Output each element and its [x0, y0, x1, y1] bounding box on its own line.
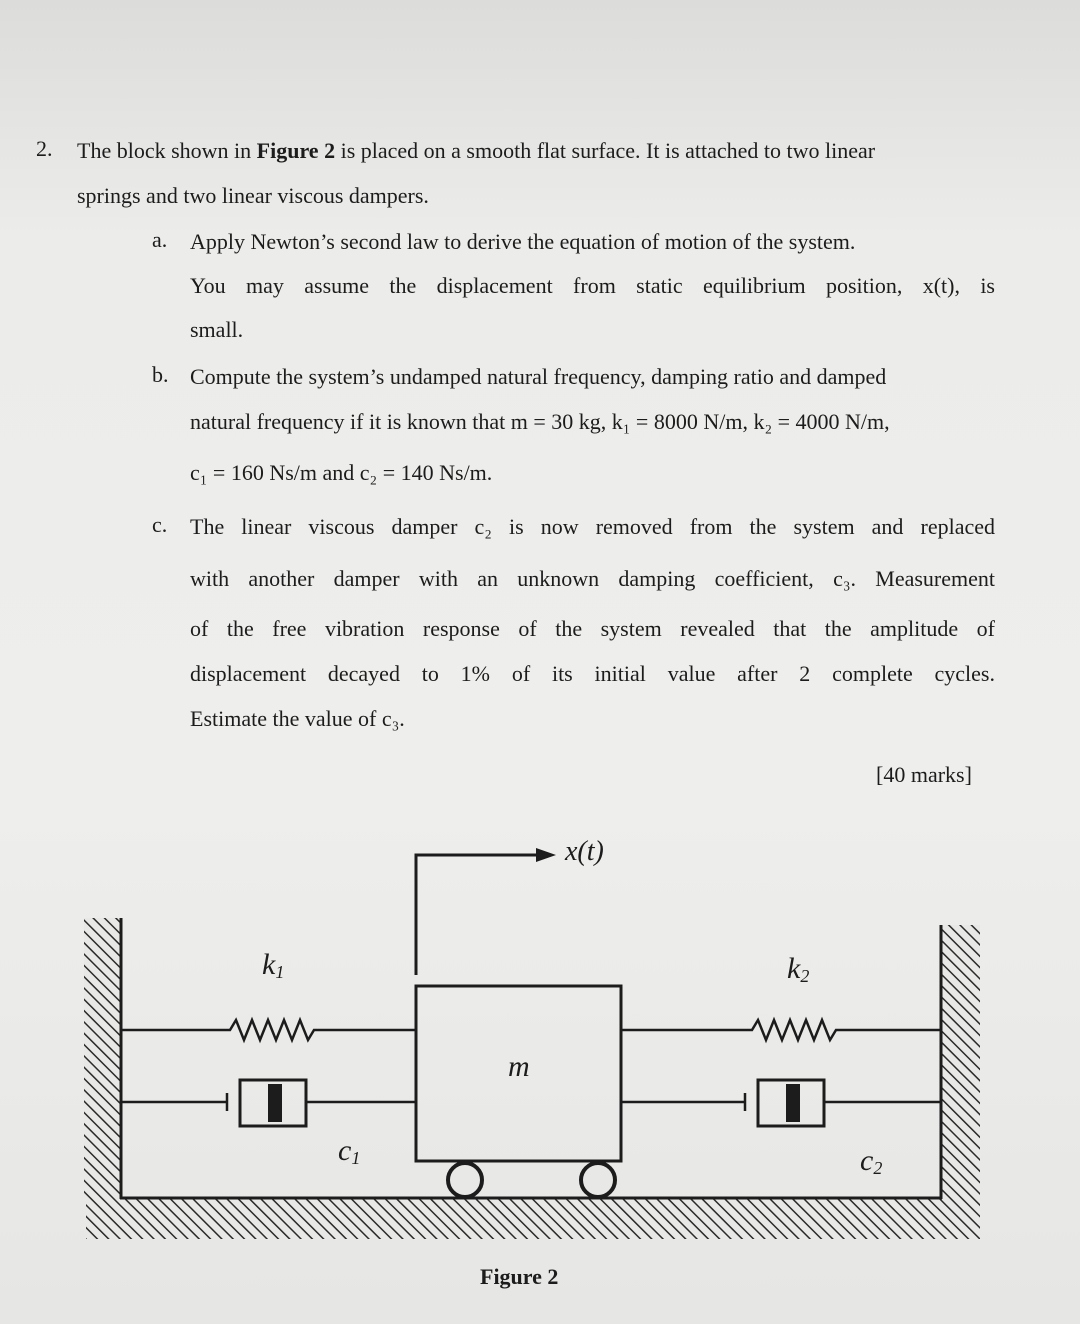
displacement-arrow-line [416, 855, 538, 975]
c1-label: $c_1$ [338, 1134, 361, 1168]
part-a-line-3: small. [190, 317, 244, 342]
part-b-line-2: natural frequency if it is known that m = 30 kg, k₁ = 8000 N/m, k₂ = 4000 N/m, [190, 409, 890, 434]
c2-label: $c_2$ [860, 1144, 883, 1178]
part-c-line-5: Estimate the value of c₃. [190, 706, 405, 731]
figure-reference: Figure 2 [256, 138, 336, 163]
ground-hatch [86, 1199, 980, 1239]
part-c-label: c. [152, 512, 168, 537]
intro-text-b: is placed on a smooth flat surface. It is attached to two linear [335, 138, 876, 163]
part-c-line-4: displacement decayed to 1% of its initial value after 2 complete cycles. [190, 661, 995, 686]
part-c-line-3: of the free vibration response of the system revealed that the amplitude of [190, 616, 995, 641]
spring-k2 [621, 1020, 941, 1040]
part-a-line-2: You may assume the displacement from static equilibrium position, x(t), is [190, 273, 995, 298]
part-a-line-1: Apply Newton’s second law to derive the equation of motion of the system. [190, 229, 856, 254]
k2-label: $k_2$ [787, 952, 810, 986]
k1-label: $k_1$ [262, 948, 285, 982]
question-number: 2. [36, 136, 53, 161]
part-b-line-1: Compute the system’s undamped natural frequency, damping ratio and damped [190, 364, 887, 389]
mass-label: m [508, 1050, 530, 1083]
part-c-line-2: with another damper with an unknown damping coefficient, c₃. Measurement [190, 566, 995, 591]
marks-label: [40 marks] [876, 762, 972, 787]
part-b-line-3: c₁ = 160 Ns/m and c₂ = 140 Ns/m. [190, 460, 493, 485]
right-wheel [581, 1163, 615, 1197]
intro-text-a: The block shown in [77, 138, 257, 163]
damper-c2 [621, 1080, 941, 1126]
part-c-line-1: The linear viscous damper c₂ is now removed from the system and replaced [190, 514, 995, 539]
damper-c1 [121, 1080, 416, 1126]
displacement-label: x(t) [565, 836, 604, 867]
part-b-label: b. [152, 362, 169, 387]
displacement-arrowhead [536, 848, 556, 862]
left-wheel [448, 1163, 482, 1197]
figure-caption: Figure 2 [480, 1264, 559, 1289]
left-wall-hatch [84, 918, 120, 1200]
spring-k1 [121, 1020, 416, 1040]
part-a-label: a. [152, 227, 168, 252]
right-wall-hatch [942, 925, 980, 1200]
question-intro-line-2: springs and two linear viscous dampers. [77, 183, 429, 208]
